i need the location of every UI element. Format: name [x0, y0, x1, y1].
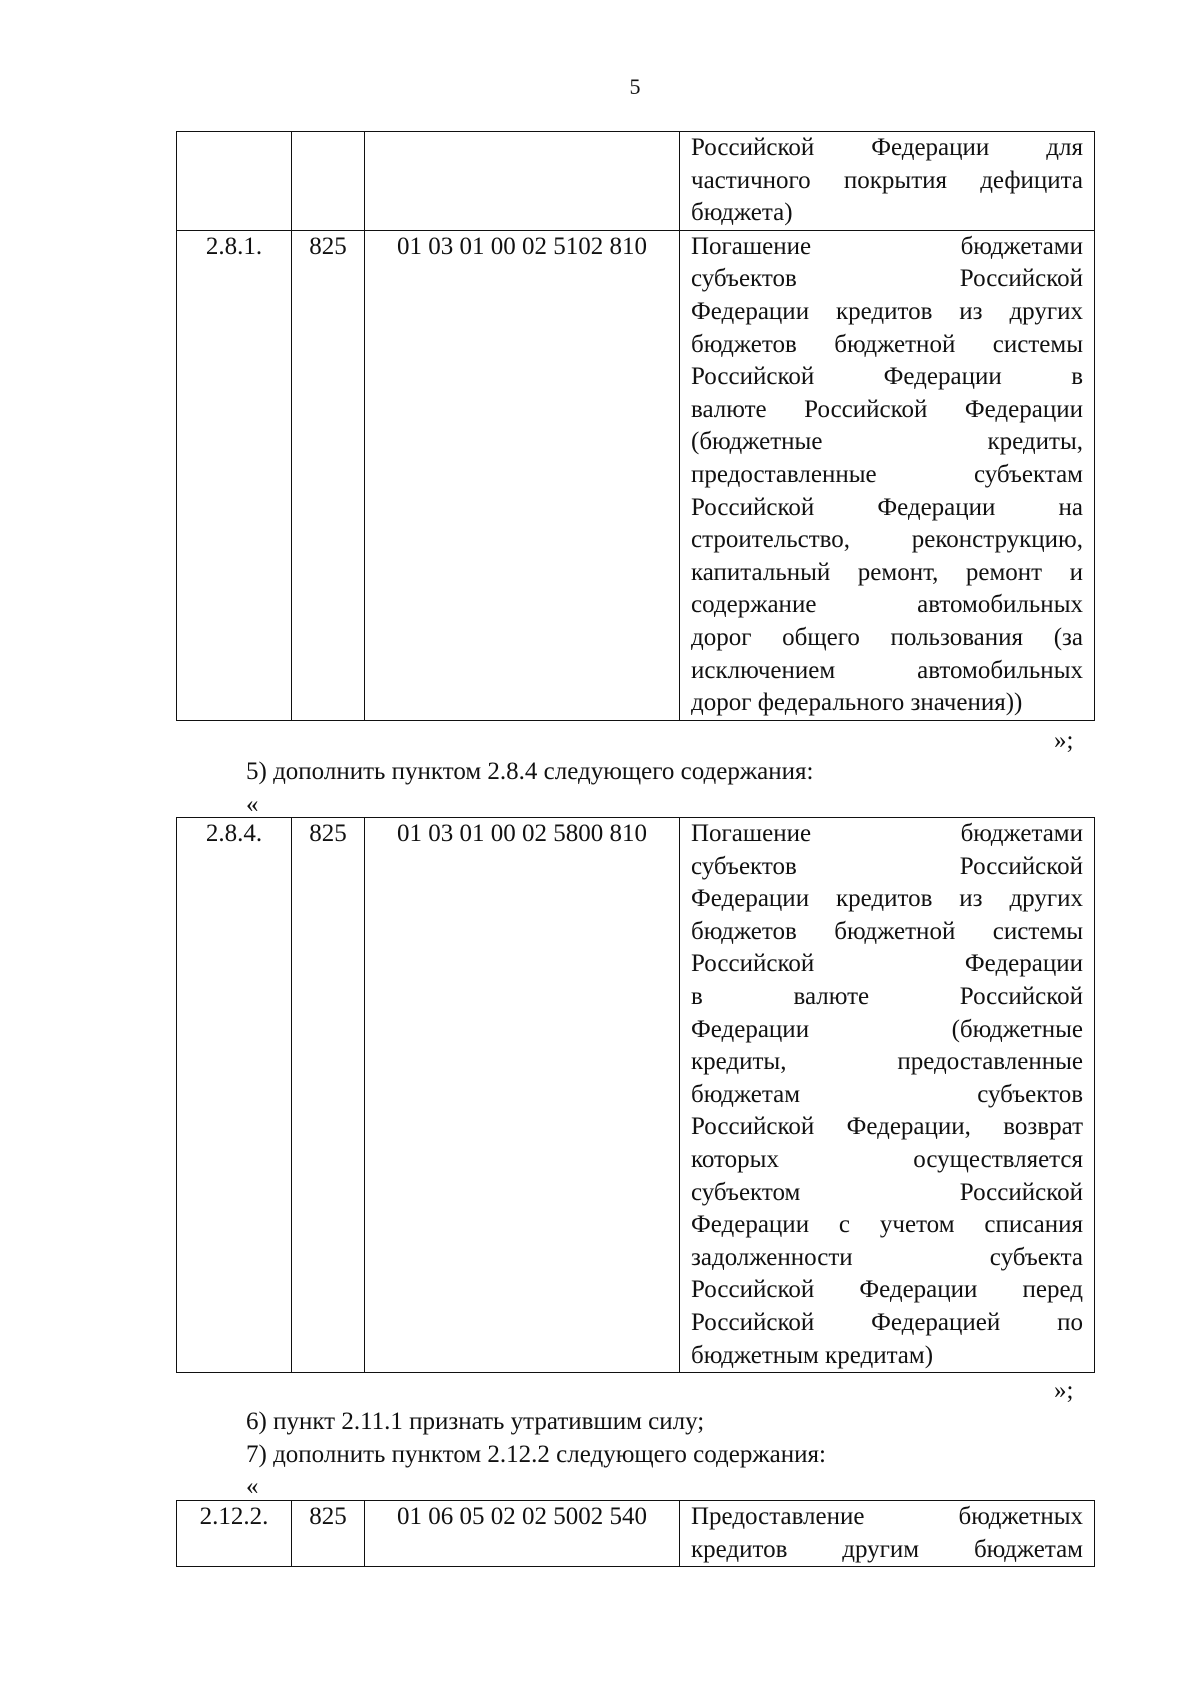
- description-line: Федерации кредитов из других: [691, 297, 1083, 325]
- description-line: субъектом Российской: [691, 1178, 1083, 1206]
- description-line: Российской Федерации, возврат: [691, 1113, 1083, 1141]
- description-line: субъектов Российской: [691, 265, 1083, 293]
- description-line: субъектов Российской: [691, 852, 1083, 880]
- description-line: Погашение бюджетами: [691, 232, 1083, 260]
- kbk-code-cell: 01 03 01 00 02 5102 810: [365, 230, 680, 720]
- description-cell: [680, 818, 1095, 1373]
- budget-table-1: [176, 131, 1095, 721]
- description-line: которых осуществляется: [691, 1145, 1083, 1173]
- description-cell: [680, 132, 1095, 231]
- description-line: кредитов другим бюджетам: [691, 1535, 1083, 1563]
- item-number-cell: 2.8.1.: [177, 230, 292, 720]
- description-line: Федерации (бюджетные: [691, 1015, 1083, 1043]
- admin-code-cell: [292, 132, 365, 231]
- description-line: кредиты, предоставленные: [691, 1048, 1083, 1076]
- description-line: Российской Федерации: [691, 950, 1083, 978]
- description-line: исключением автомобильных: [691, 656, 1083, 684]
- description-line: Федерации кредитов из других: [691, 885, 1083, 913]
- description-line: предоставленные субъектам: [691, 460, 1083, 488]
- budget-table-3: [176, 1500, 1095, 1567]
- opening-quote: «: [246, 791, 259, 818]
- paragraph-7: 7) дополнить пунктом 2.12.2 следующего содержания:: [246, 1441, 826, 1468]
- description-line: в валюте Российской: [691, 982, 1083, 1010]
- description-line: Федерации с учетом списания: [691, 1211, 1083, 1239]
- description-line: Российской Федерации для: [691, 134, 1083, 161]
- admin-code-cell: 825: [292, 818, 365, 1373]
- description-line: строительство, реконструкцию,: [691, 526, 1083, 554]
- description-cell: [680, 1501, 1095, 1567]
- closing-quote: »;: [1054, 1377, 1074, 1404]
- item-number-cell: 2.12.2.: [177, 1501, 292, 1567]
- description-line: (бюджетные кредиты,: [691, 428, 1083, 456]
- paragraph-5: 5) дополнить пунктом 2.8.4 следующего содержания:: [246, 758, 814, 785]
- budget-table-2: [176, 817, 1095, 1373]
- description-line: Российской Федерации на: [691, 493, 1083, 521]
- description-cell: [680, 230, 1095, 720]
- kbk-code-cell: 01 03 01 00 02 5800 810: [365, 818, 680, 1373]
- description-line: бюджетов бюджетной системы: [691, 330, 1083, 358]
- description-line: Российской Федерации в: [691, 363, 1083, 391]
- description-line: Погашение бюджетами: [691, 820, 1083, 847]
- description-line: Российской Федерацией по: [691, 1308, 1083, 1336]
- page-number: 5: [629, 74, 641, 99]
- description-line: дорог общего пользования (за: [691, 623, 1083, 651]
- description-line: Российской Федерации перед: [691, 1276, 1083, 1304]
- kbk-code-cell: 01 06 05 02 02 5002 540: [365, 1501, 680, 1567]
- table-row: [177, 132, 1095, 231]
- description-line: Предоставление бюджетных: [691, 1503, 1083, 1530]
- description-line: бюджетным кредитам): [691, 1341, 934, 1369]
- description-line: бюджетам субъектов: [691, 1080, 1083, 1108]
- kbk-code-cell: [365, 132, 680, 231]
- closing-quote: »;: [1054, 727, 1074, 754]
- table-row: [177, 230, 1095, 720]
- admin-code-cell: 825: [292, 1501, 365, 1567]
- description-line: бюджета): [691, 199, 793, 227]
- description-line: содержание автомобильных: [691, 591, 1083, 619]
- paragraph-6: 6) пункт 2.11.1 признать утратившим силу;: [246, 1408, 705, 1435]
- opening-quote: «: [246, 1473, 259, 1500]
- description-line: дорог федерального значения)): [691, 689, 1023, 717]
- table-row: [177, 1501, 1095, 1567]
- table-row: [177, 818, 1095, 1373]
- description-line: задолженности субъекта: [691, 1243, 1083, 1271]
- description-line: валюте Российской Федерации: [691, 395, 1083, 423]
- item-number-cell: [177, 132, 292, 231]
- item-number-cell: 2.8.4.: [177, 818, 292, 1373]
- description-line: бюджетов бюджетной системы: [691, 917, 1083, 945]
- admin-code-cell: 825: [292, 230, 365, 720]
- description-line: капитальный ремонт, ремонт и: [691, 558, 1083, 586]
- description-line: частичного покрытия дефицита: [691, 166, 1083, 194]
